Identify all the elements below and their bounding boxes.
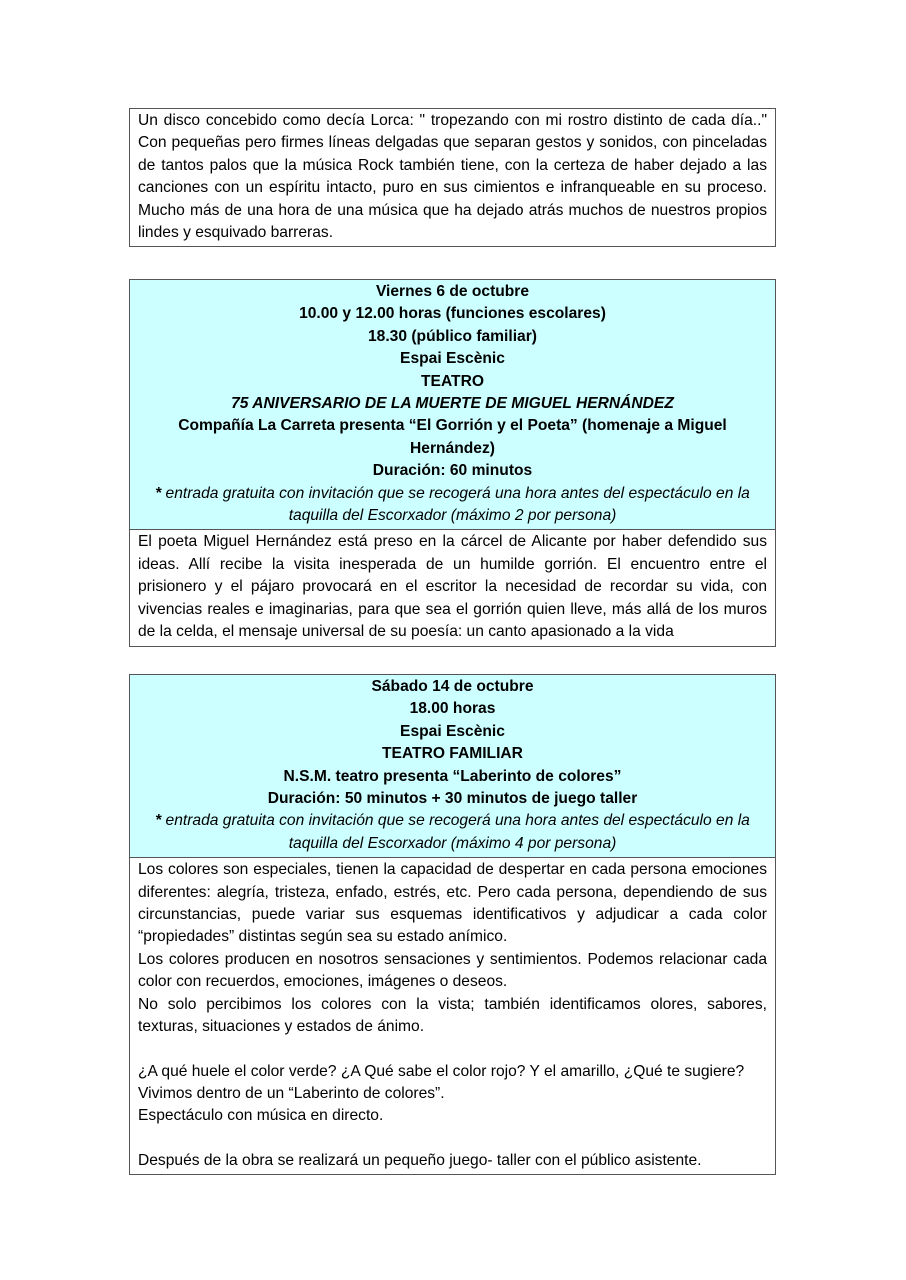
event-duration: Duración: 50 minutos + 30 minutos de juego taller bbox=[267, 790, 638, 808]
note-asterisk: * bbox=[155, 484, 162, 502]
event-description bbox=[130, 858, 775, 1174]
event-box-sabado bbox=[129, 674, 776, 1175]
description-paragraph: Los colores son especiales, tienen la capacidad de despertar en cada persona emociones diferentes: alegría, tristeza, enfado, estrés, etc. Pero cada persona, dependiendo de sus circunstancias, puede variar sus esquemas identificativos y adjudicar a cada color “propiedades” distintas según sea su estado anímico. bbox=[138, 861, 767, 946]
event-date: Viernes 6 de octubre bbox=[375, 283, 530, 300]
description-paragraph: Vivimos dentro de un “Laberinto de colores”. bbox=[138, 1084, 445, 1102]
event-times: 18.00 horas bbox=[409, 700, 496, 718]
event-header bbox=[130, 280, 775, 530]
note-text: entrada gratuita con invitación que se recogerá una hora antes del espectáculo en la taquilla del Escorxador (máximo 4 por persona) bbox=[161, 812, 750, 852]
event-ticket-note bbox=[138, 810, 767, 855]
event-box-viernes bbox=[129, 279, 776, 647]
event-title: 75 ANIVERSARIO DE LA MUERTE DE MIGUEL HERNÁNDEZ bbox=[231, 395, 674, 413]
description-paragraph: Espectáculo con música en directo. bbox=[138, 1107, 384, 1125]
intro-box bbox=[129, 108, 776, 247]
event-description: El poeta Miguel Hernández está preso en la cárcel de Alicante por haber defendido sus ideas. Allí recibe la visita inesperada de un humilde gorrión. El encuentro entre el prisionero y el pájaro provocará en el escritor la necesidad de recordar su vida, con vivencias reales e imaginarias, para que sea el gorrión quien lleve, más allá de los muros de la celda, el mensaje universal de su poesía: un canto apasionado a la vida bbox=[138, 533, 767, 641]
event-category: TEATRO FAMILIAR bbox=[382, 745, 523, 763]
event-duration: Duración: 60 minutos bbox=[372, 462, 533, 480]
event-venue: Espai Escènic bbox=[400, 350, 505, 368]
note-text: entrada gratuita con invitación que se recogerá una hora antes del espectáculo en la taquilla del Escorxador (máximo 2 por persona) bbox=[161, 484, 750, 525]
event-ticket-note bbox=[138, 483, 767, 528]
event-venue: Espai Escènic bbox=[400, 722, 505, 740]
event-header bbox=[130, 675, 775, 858]
event-date: Sábado 14 de octubre bbox=[371, 678, 534, 695]
event-times: 10.00 y 12.00 horas (funciones escolares) bbox=[299, 305, 606, 323]
description-paragraph: Los colores producen en nosotros sensaciones y sentimientos. Podemos relacionar cada color con recuerdos, emociones, imágenes o deseos. bbox=[138, 950, 767, 991]
description-paragraph: Después de la obra se realizará un pequeño juego- taller con el público asistente. bbox=[138, 1151, 702, 1169]
event-company: N.S.M. teatro presenta “Laberinto de colores” bbox=[283, 767, 622, 785]
event-category: TEATRO bbox=[421, 372, 484, 390]
note-asterisk: * bbox=[155, 812, 162, 830]
intro-text: Un disco concebido como decía Lorca: " tropezando con mi rostro distinto de cada día.." Con pequeñas pero firmes líneas delgadas que separan gestos y sonidos, con pinceladas de tantos palos que la música Rock también tiene, con la certeza de haber dejado a las canciones con un espíritu intacto, puro en sus cimientos e infranqueable en su proceso. Mucho más de una hora de una música que ha dejado atrás muchos de nuestros propios lindes y esquivado barreras. bbox=[138, 112, 767, 242]
description-paragraph: No solo percibimos los colores con la vista; también identificamos olores, sabores, texturas, situaciones y estados de ánimo. bbox=[138, 995, 767, 1036]
event-company: Compañía La Carreta presenta “El Gorrión y el Poeta” (homenaje a Miguel Hernández) bbox=[178, 417, 727, 457]
event-times-secondary: 18.30 (público familiar) bbox=[368, 327, 537, 345]
description-paragraph: ¿A qué huele el color verde? ¿A Qué sabe el color rojo? Y el amarillo, ¿Qué te sugiere? bbox=[138, 1062, 745, 1080]
